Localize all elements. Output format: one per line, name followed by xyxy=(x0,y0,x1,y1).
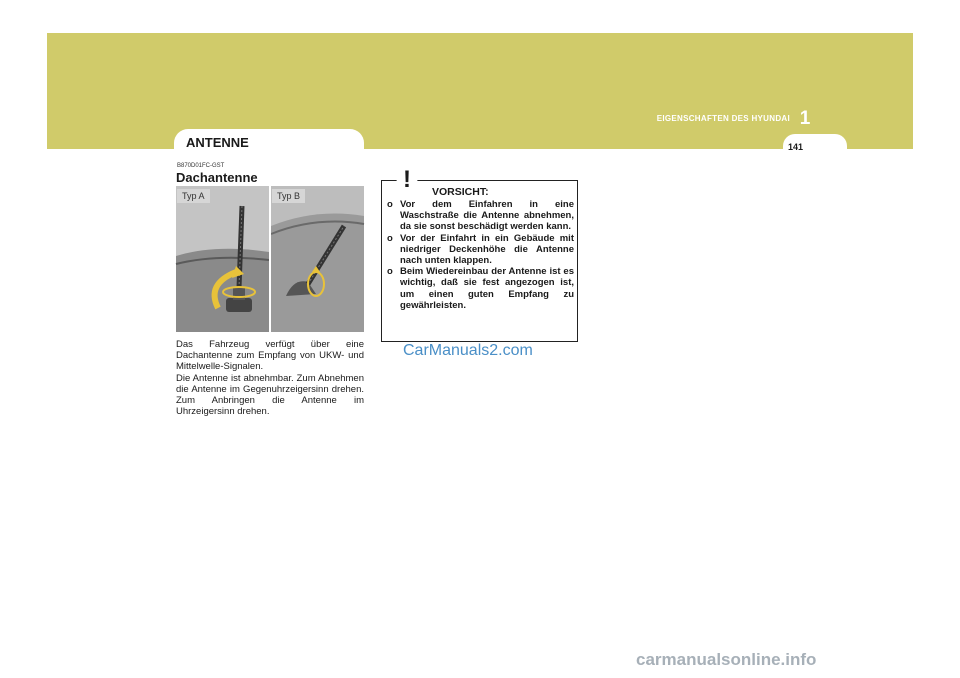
antenna-illustration xyxy=(176,186,364,332)
body-paragraph-2: Die Antenne ist abnehmbar. Zum Abnehmen die Antenne im Gegenuhrzeigersinn drehen. Zum Anbringen die Antenne im Uhrzeigersinn drehen. xyxy=(176,372,364,418)
warning-list xyxy=(387,199,574,311)
section-code: B870D01FC-GST xyxy=(177,163,225,169)
watermark-bottom: carmanualsonline.info xyxy=(636,650,817,669)
section-subtitle: Dachantenne xyxy=(176,170,258,185)
watermark-top: CarManuals2.com xyxy=(403,342,533,359)
svg-text:!: ! xyxy=(403,166,411,193)
warning-triangle-icon xyxy=(392,160,422,193)
warning-item: o Vor der Einfahrt in ein Gebäude mit niedriger Deckenhöhe die Antenne nach unten klappen. xyxy=(387,232,574,267)
warning-item: o Vor dem Einfahren in eine Waschstraße die Antenne abnehmen, da sie sonst beschädigt werden kann. xyxy=(387,199,574,233)
bullet-marker: o xyxy=(387,266,393,278)
chapter-number: 1 xyxy=(799,108,811,129)
chapter-title: EIGENSCHAFTEN DES HYUNDAI xyxy=(656,114,790,123)
warning-item: o Beim Wiedereinbau der Antenne ist es wichtig, daß sie fest angezogen ist, um einen guten Empfang zu gewährleisten. xyxy=(387,266,574,311)
warning-title: VORSICHT: xyxy=(432,186,489,198)
body-paragraph-1: Das Fahrzeug verfügt über eine Dachantenne zum Empfang von UKW- und Mittelwelle-Signalen. xyxy=(176,339,364,373)
figure-label-type-b: Typ B xyxy=(272,189,305,203)
header-band xyxy=(47,33,913,149)
bullet-marker: o xyxy=(387,232,393,244)
figure-label-type-a: Typ A xyxy=(177,189,210,203)
section-title: ANTENNE xyxy=(186,135,249,150)
body-text xyxy=(176,339,364,417)
bullet-marker: o xyxy=(387,199,393,210)
antenna-figure xyxy=(176,186,364,332)
page-number: 141 xyxy=(788,142,804,152)
